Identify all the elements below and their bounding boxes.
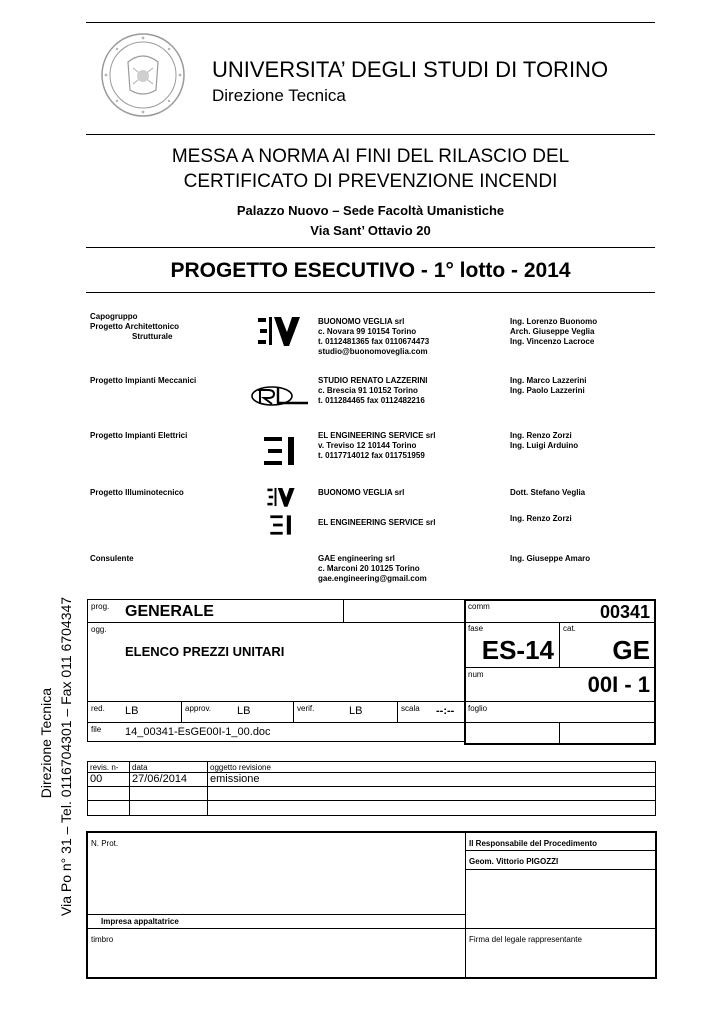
ei-logo <box>262 435 300 467</box>
company-lazzerini: STUDIO RENATO LAZZERINI c. Brescia 91 10152 Torino t. 011284465 fax 0112482216 <box>318 376 428 405</box>
title-line-2: CERTIFICATO DI PREVENZIONE INCENDI <box>183 171 558 192</box>
file-value: 14_00341-EsGE00I-1_00.doc <box>125 726 271 738</box>
rev-row-subject: emissione <box>210 773 260 785</box>
top-rule <box>86 22 655 23</box>
rev-row-date: 27/06/2014 <box>132 773 188 785</box>
ogg-value: ELENCO PREZZI UNITARI <box>125 644 285 659</box>
rev-header-subject: oggetto revisione <box>210 763 271 772</box>
bv-logo <box>256 314 302 348</box>
company-gae: GAE engineering srl c. Marconi 20 10125 Torino gae.engineering@gmail.com <box>318 554 427 583</box>
header-rule <box>86 134 655 135</box>
timbro-label: timbro <box>91 935 114 944</box>
role-consulente: Consulente <box>90 554 134 563</box>
role-impianti-meccanici: Progetto Impianti Meccanici <box>90 376 197 385</box>
foglio-label: foglio <box>468 704 488 713</box>
people-capogruppo: Ing. Lorenzo Buonomo Arch. Giuseppe Veglia Ing. Vincenzo Lacroce <box>510 317 598 346</box>
comm-label: comm <box>468 602 490 611</box>
subtitle-building: Palazzo Nuovo – Sede Facoltà Umanistiche <box>236 203 505 218</box>
file-label: file <box>91 725 102 734</box>
title-rule <box>86 247 655 248</box>
people-consulente: Ing. Giuseppe Amaro <box>510 554 591 563</box>
num-label: num <box>468 670 484 679</box>
responsabile-label: Il Responsabile del Procedimento <box>469 839 598 848</box>
rev-header-num: revis. n- <box>90 763 119 772</box>
people-illuminotecnico-2: Ing. Renzo Zorzi <box>510 514 572 523</box>
rev-row-num: 00 <box>90 773 103 785</box>
ei-logo-small <box>268 514 296 536</box>
subtitle-address: Via Sant’ Ottavio 20 <box>310 223 431 238</box>
firma-label: Firma del legale rappresentante <box>469 935 582 944</box>
side-text-address: Via Po n° 31 – Tel. 0116704301 – Fax 011 6704347 <box>58 596 74 916</box>
company-buonomo-veglia-2: BUONOMO VEGLIA srl <box>318 488 405 497</box>
title-line-1: MESSA A NORMA AI FINI DEL RILASCIO DEL <box>171 146 570 167</box>
side-text <box>38 300 74 916</box>
cat-value: GE <box>612 635 650 665</box>
responsabile-name: Geom. Vittorio PIGOZZI <box>469 857 559 866</box>
comm-value: 00341 <box>599 602 650 622</box>
ogg-label: ogg. <box>91 625 107 634</box>
red-label: red. <box>91 704 105 713</box>
company-buonomo-veglia: BUONOMO VEGLIA srl c. Novara 99 10154 Torino t. 0112481365 fax 0110674473 studio@buonomoveglia.com <box>318 317 430 356</box>
role-illuminotecnico: Progetto Illuminotecnico <box>90 488 184 497</box>
people-meccanici: Ing. Marco Lazzerini Ing. Paolo Lazzerini <box>510 376 587 395</box>
cat-label: cat. <box>563 624 576 633</box>
prog-label: prog. <box>91 602 110 611</box>
university-name: UNIVERSITA’ DEGLI STUDI DI TORINO <box>212 57 609 82</box>
red-value: LB <box>125 705 139 717</box>
verif-label: verif. <box>297 704 315 713</box>
scala-label: scala <box>401 704 420 713</box>
fase-value: ES-14 <box>481 635 554 665</box>
side-text-department: Direzione Tecnica <box>38 688 54 799</box>
company-el-engineering-2: EL ENGINEERING SERVICE srl <box>318 518 436 527</box>
university-seal <box>100 32 186 118</box>
approv-label: approv. <box>185 704 212 713</box>
fase-label: fase <box>468 624 484 633</box>
impresa-label: Impresa appaltatrice <box>101 917 179 926</box>
company-el-engineering: EL ENGINEERING SERVICE srl v. Treviso 12 10144 Torino t. 0117714012 fax 011751959 <box>318 431 436 460</box>
department-name: Direzione Tecnica <box>212 86 346 105</box>
rev-header-date: data <box>132 763 148 772</box>
nprot-label: N. Prot. <box>91 839 119 848</box>
num-value: 00I - 1 <box>587 672 650 697</box>
prog-value: GENERALE <box>125 603 214 620</box>
scala-value: --:-- <box>436 705 455 717</box>
verif-value: LB <box>349 705 363 717</box>
people-elettrici: Ing. Renzo Zorzi Ing. Luigi Arduino <box>510 431 579 450</box>
people-illuminotecnico: Dott. Stefano Veglia <box>510 488 586 497</box>
role-impianti-elettrici: Progetto Impianti Elettrici <box>90 431 188 440</box>
project-title: PROGETTO ESECUTIVO - 1° lotto - 2014 <box>170 259 571 282</box>
bv-logo-small <box>266 486 296 508</box>
project-rule <box>86 292 655 293</box>
rl-logo <box>250 382 310 408</box>
role-capogruppo: Capogruppo Progetto Architettonico Strutturale <box>90 312 180 341</box>
approv-value: LB <box>237 705 251 717</box>
